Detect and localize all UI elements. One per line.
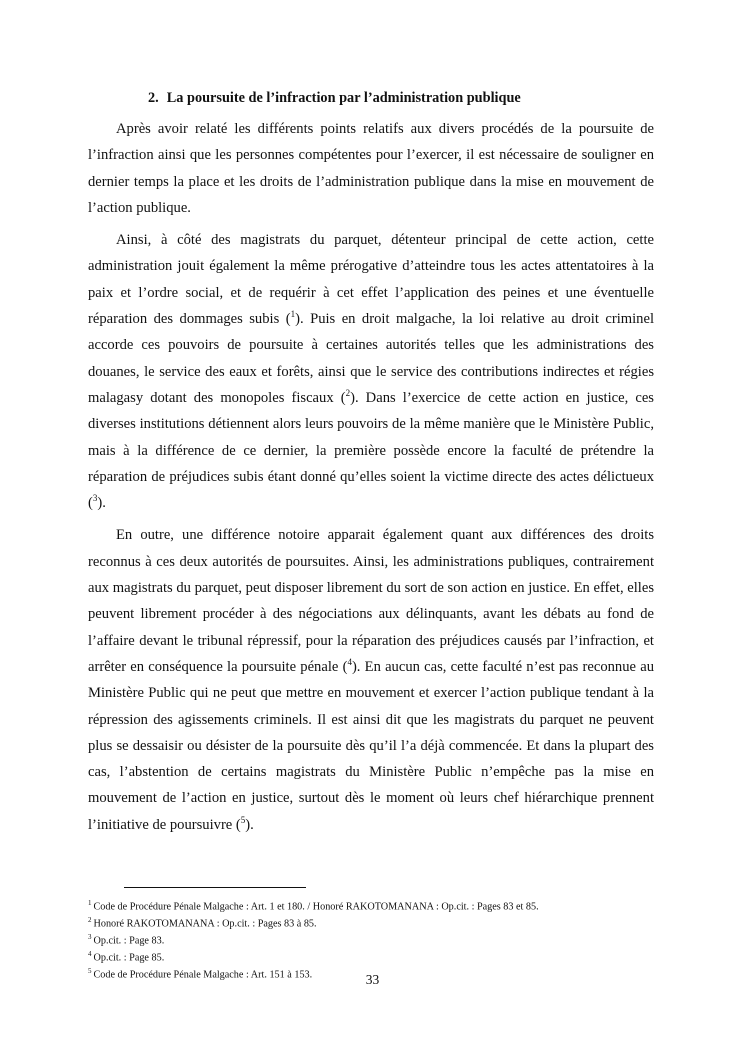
- paragraph-text: ). En aucun cas, cette faculté n’est pas reconnue au Ministère Public qui ne peut que mettre en mouvement et exercer l’action publique tendant à la répression des agissements criminels. Il est ainsi dit que les magistrats du parquet ne peuvent plus se dessaisir ou désister de la poursuite dès qu’il l’a déjà commencée. Et dans la plupart des cas, l’abstention de certains magistrats du Ministère Public n’empêche pas la mise en mouvement de l’action en justice, surtout dès le moment où leurs chef hiérarchique prennent l’initiative de poursuivre (: [88, 658, 654, 833]
- footnote-reference[interactable]: 5: [240, 814, 246, 825]
- section-title: La poursuite de l’infraction par l’administration publique: [166, 90, 521, 106]
- footnote-reference[interactable]: 3: [92, 493, 98, 504]
- footnote-number: 3: [88, 932, 92, 941]
- paragraph-text: Après avoir relaté les différents points relatifs aux divers procédés de la poursuite de l’infraction ainsi que les personnes compétentes pour l’exercer, il est nécessaire de souligner en dernier temps la place et les droits de l’administration publique dans la mise en mouvement de l’action publique.: [88, 121, 654, 216]
- footnote-reference[interactable]: 1: [290, 309, 296, 320]
- footnote: [88, 914, 654, 931]
- paragraph-text: ).: [97, 495, 106, 512]
- footnote-number: 1: [88, 899, 92, 907]
- footnote-number: 4: [88, 949, 92, 958]
- footnote: [88, 897, 654, 914]
- footnote: [88, 931, 654, 948]
- footnote-text: Op.cit. : Page 83.: [93, 935, 165, 947]
- footnote-text: Code de Procédure Pénale Malgache : Art. 1 et 180. / Honoré RAKOTOMANANA : Op.cit. : Pages 83 et 85.: [93, 901, 539, 913]
- footnotes: [88, 897, 654, 982]
- paragraph-text: Ainsi, à côté des magistrats du parquet, détenteur principal de cette action, cette administration jouit également la même prérogative d’atteindre tous les actes attentatoires à la paix et l’ordre social, et de requérir à cet effet l’application des peines et une éventuelle réparation des dommages subis (: [88, 232, 654, 328]
- paragraph: [88, 522, 654, 838]
- footnote-reference[interactable]: 4: [347, 657, 352, 668]
- page-body: [88, 88, 654, 844]
- footnote: [88, 948, 654, 965]
- paragraph-text: En outre, une différence notoire apparait également quant aux différences des droits reconnus à ces deux autorités de poursuites. Ainsi, les administrations publiques, contrairement aux magistrats du parquet, peut disposer librement du sort de son action en justice. En effet, elles peuvent librement procéder à des négociations aux délinquants, avant les débats au fond de l’affaire devant le tribunal répressif, pour la réparation des préjudices causés par l’infraction, et arrêter en conséquence la poursuite pénale (: [88, 527, 654, 675]
- footnote-text: Op.cit. : Page 85.: [93, 952, 165, 964]
- paragraph-text: ).: [245, 816, 254, 833]
- section-heading: [88, 88, 654, 108]
- paragraph-text: ). Puis en droit malgache, la loi relative au droit criminel accorde ces pouvoirs de poursuite à certaines autorités telles que les administrations des douanes, le service des eaux et forêts, ainsi que le service des contributions indirectes et régies malagasy dotant des monopoles fiscaux (: [88, 311, 654, 406]
- footnote-separator: [124, 887, 306, 888]
- footnote-number: 2: [88, 915, 92, 924]
- page-number: 33: [365, 972, 380, 987]
- footnote-reference[interactable]: 2: [345, 388, 351, 399]
- paragraph: [88, 116, 654, 221]
- footnote-text: Honoré RAKOTOMANANA : Op.cit. : Pages 83 à 85.: [93, 918, 317, 930]
- body-text: [88, 116, 654, 838]
- footnote-text: Code de Procédure Pénale Malgache : Art. 151 à 153.: [93, 969, 313, 981]
- paragraph-text: ). Dans l’exercice de cette action en justice, ces diverses institutions détiennent alors leurs pouvoirs de la même manière que le Ministère Public, mais à la différence de ce dernier, la première possède encore la faculté de prétendre la réparation de préjudices subis étant donné qu’elles soient la victime directe des actes délictueux (: [88, 389, 654, 512]
- paragraph: [88, 227, 654, 516]
- footnote-number: 5: [88, 966, 92, 975]
- section-number: 2.: [148, 90, 159, 106]
